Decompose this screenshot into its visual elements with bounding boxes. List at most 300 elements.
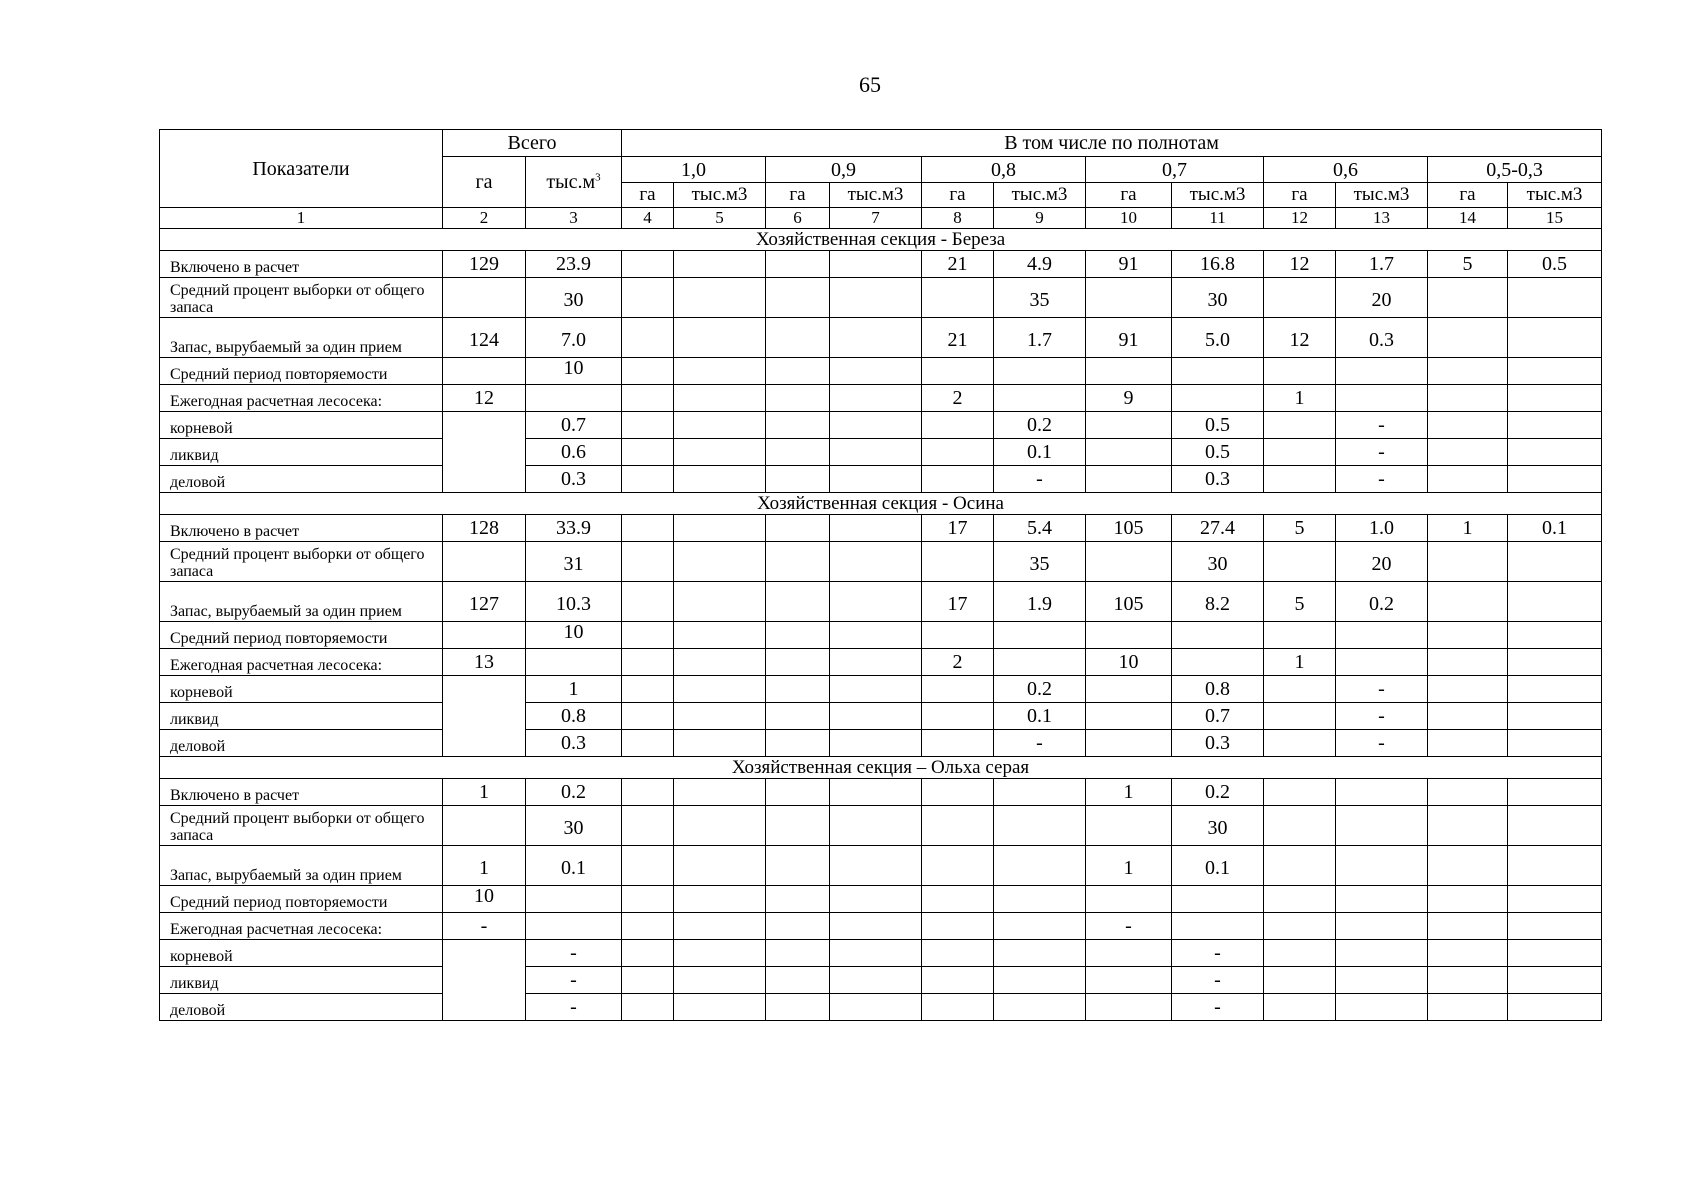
row-label: Включено в расчет (160, 251, 443, 278)
table-cell (674, 466, 766, 493)
table-row (160, 542, 1602, 582)
table-cell (674, 913, 766, 940)
table-cell (1264, 703, 1336, 730)
table-cell (1172, 385, 1264, 412)
table-cell: 91 (1086, 251, 1172, 278)
table-cell (622, 439, 674, 466)
header-indicators: Показатели (160, 130, 443, 208)
table-cell (1086, 358, 1172, 385)
table-cell (1086, 940, 1172, 967)
section-title: Хозяйственная секция – Ольха серая (160, 757, 1602, 779)
header-ha: га (1428, 183, 1508, 208)
table-cell: 1.7 (994, 318, 1086, 358)
table-cell (922, 278, 994, 318)
table-cell: 0.3 (526, 730, 622, 757)
table-cell (766, 439, 830, 466)
table-cell (1264, 542, 1336, 582)
table-cell (830, 385, 922, 412)
table-cell (1508, 278, 1602, 318)
table-row (160, 676, 1602, 703)
table-cell (1264, 412, 1336, 439)
table-row (160, 806, 1602, 846)
table-cell (1428, 703, 1508, 730)
table-cell (1508, 542, 1602, 582)
table-cell (1086, 412, 1172, 439)
table-cell: 0.5 (1508, 251, 1602, 278)
table-cell (766, 649, 830, 676)
table-cell (622, 515, 674, 542)
header-density-2: 0,9 (766, 157, 922, 183)
table-cell (922, 412, 994, 439)
table-cell: 31 (526, 542, 622, 582)
header-ha: га (1264, 183, 1336, 208)
table-cell (1428, 439, 1508, 466)
table-cell: 5 (1264, 515, 1336, 542)
table-cell (1086, 622, 1172, 649)
table-cell (830, 913, 922, 940)
table-cell (1336, 806, 1428, 846)
row-label: ликвид (160, 967, 443, 994)
table-cell (622, 278, 674, 318)
column-number: 4 (622, 208, 674, 229)
table-row (160, 358, 1602, 385)
table-cell: 0.1 (1508, 515, 1602, 542)
table-row (160, 318, 1602, 358)
header-thous-m3: тыс.м3 (1336, 183, 1428, 208)
table-cell: 124 (443, 318, 526, 358)
table-cell: 35 (994, 278, 1086, 318)
table-cell (922, 542, 994, 582)
table-cell (994, 649, 1086, 676)
table-cell (622, 730, 674, 757)
table-cell: 1 (526, 676, 622, 703)
row-label: деловой (160, 466, 443, 493)
column-number: 2 (443, 208, 526, 229)
table-cell (622, 412, 674, 439)
table-cell (1264, 676, 1336, 703)
table-cell: 0.1 (526, 846, 622, 886)
table-cell (1508, 886, 1602, 913)
table-cell (1428, 622, 1508, 649)
row-label: корневой (160, 940, 443, 967)
table-cell (1508, 358, 1602, 385)
table-cell (766, 994, 830, 1021)
table-cell (1508, 703, 1602, 730)
row-label: Средний период повторяемости (160, 622, 443, 649)
table-cell: 0.8 (526, 703, 622, 730)
row-label: Средний процент выборки от общего запаса (160, 806, 443, 846)
table-cell (674, 515, 766, 542)
table-cell (674, 412, 766, 439)
header-density-4: 0,7 (1086, 157, 1264, 183)
table-cell (1336, 846, 1428, 886)
table-cell (922, 676, 994, 703)
table-cell (1428, 730, 1508, 757)
table-cell (766, 412, 830, 439)
table-row (160, 649, 1602, 676)
table-cell: - (994, 730, 1086, 757)
table-cell (766, 779, 830, 806)
table-cell (766, 582, 830, 622)
table-cell (443, 278, 526, 318)
table-cell (1428, 412, 1508, 439)
table-cell (1086, 676, 1172, 703)
table-cell (526, 886, 622, 913)
table-cell: 0.2 (994, 412, 1086, 439)
table-cell: 17 (922, 582, 994, 622)
table-cell (1508, 622, 1602, 649)
table-cell (766, 466, 830, 493)
table-cell (766, 278, 830, 318)
table-cell: 20 (1336, 542, 1428, 582)
table-cell (622, 649, 674, 676)
table-cell: 30 (1172, 806, 1264, 846)
table-cell (1508, 730, 1602, 757)
table-cell (443, 542, 526, 582)
table-cell (766, 542, 830, 582)
table-cell: 0.1 (1172, 846, 1264, 886)
table-row (160, 515, 1602, 542)
table-cell (1428, 779, 1508, 806)
table-cell (1428, 542, 1508, 582)
table-cell (1428, 676, 1508, 703)
table-cell: 91 (1086, 318, 1172, 358)
table-cell (674, 358, 766, 385)
table-cell (622, 846, 674, 886)
table-cell (1428, 358, 1508, 385)
table-cell (1508, 318, 1602, 358)
column-number: 13 (1336, 208, 1428, 229)
table-row (160, 779, 1602, 806)
table-cell: 0.3 (526, 466, 622, 493)
table-cell (674, 278, 766, 318)
table-cell (1336, 779, 1428, 806)
header-ha: га (1086, 183, 1172, 208)
table-cell (1264, 806, 1336, 846)
table-cell (922, 730, 994, 757)
table-cell (674, 385, 766, 412)
row-label: Запас, вырубаемый за один прием (160, 582, 443, 622)
table-cell (830, 703, 922, 730)
row-label: ликвид (160, 439, 443, 466)
table-cell (1172, 622, 1264, 649)
table-cell (622, 582, 674, 622)
table-cell (766, 318, 830, 358)
table-cell: 5.4 (994, 515, 1086, 542)
table-cell (766, 846, 830, 886)
table-cell: 10 (1086, 649, 1172, 676)
header-thous-m3: тыс.м3 (994, 183, 1086, 208)
table-cell (1264, 779, 1336, 806)
table-cell: 1 (1086, 779, 1172, 806)
row-label: деловой (160, 994, 443, 1021)
table-cell: - (1336, 412, 1428, 439)
table-cell (766, 913, 830, 940)
table-cell (922, 994, 994, 1021)
table-cell (994, 385, 1086, 412)
table-cell (830, 994, 922, 1021)
table-cell: 1 (1264, 385, 1336, 412)
table-cell (674, 967, 766, 994)
column-number: 9 (994, 208, 1086, 229)
column-number: 10 (1086, 208, 1172, 229)
column-number: 11 (1172, 208, 1264, 229)
table-cell (1336, 940, 1428, 967)
table-cell (1264, 846, 1336, 886)
table-cell: 30 (526, 806, 622, 846)
table-cell (994, 622, 1086, 649)
column-number: 8 (922, 208, 994, 229)
table-cell (994, 806, 1086, 846)
table-cell: 10.3 (526, 582, 622, 622)
table-cell: - (1172, 967, 1264, 994)
table-cell (830, 466, 922, 493)
table-cell: 0.2 (1172, 779, 1264, 806)
table-cell (1508, 466, 1602, 493)
table-cell (622, 358, 674, 385)
table-cell (994, 846, 1086, 886)
table-cell (622, 466, 674, 493)
table-cell (922, 846, 994, 886)
column-number: 3 (526, 208, 622, 229)
section-title: Хозяйственная секция - Береза (160, 229, 1602, 251)
table-cell: 2 (922, 385, 994, 412)
column-number: 5 (674, 208, 766, 229)
table-row (160, 886, 1602, 913)
table-cell (674, 994, 766, 1021)
table-cell (526, 385, 622, 412)
table-cell: 0.3 (1172, 730, 1264, 757)
table-cell (1264, 967, 1336, 994)
row-label: Запас, вырубаемый за один прием (160, 846, 443, 886)
table-cell: 5.0 (1172, 318, 1264, 358)
header-thous-m3: тыс.м3 (1172, 183, 1264, 208)
table-cell (526, 649, 622, 676)
table-cell (622, 806, 674, 846)
table-row (160, 994, 1602, 1021)
table-row (160, 622, 1602, 649)
table-cell: 0.5 (1172, 412, 1264, 439)
table-cell (766, 703, 830, 730)
table-cell: 30 (1172, 542, 1264, 582)
table-cell (830, 251, 922, 278)
table-cell: 1.7 (1336, 251, 1428, 278)
table-cell (674, 318, 766, 358)
table-cell (622, 779, 674, 806)
table-cell (994, 358, 1086, 385)
table-cell (830, 622, 922, 649)
table-row (160, 278, 1602, 318)
table-cell (674, 779, 766, 806)
table-cell (1086, 703, 1172, 730)
table-cell (526, 913, 622, 940)
table-cell (830, 582, 922, 622)
table-cell (830, 676, 922, 703)
table-cell: 1.0 (1336, 515, 1428, 542)
table-row (160, 466, 1602, 493)
table-cell: 27.4 (1172, 515, 1264, 542)
merged-blank-cell (443, 412, 526, 493)
table-cell: 105 (1086, 515, 1172, 542)
table-cell (1428, 913, 1508, 940)
table-cell (674, 703, 766, 730)
table-cell (830, 967, 922, 994)
table-cell: 33.9 (526, 515, 622, 542)
header-total-volume: $тыс.м^3$ (526, 157, 622, 208)
table-cell (1508, 649, 1602, 676)
table-cell (1508, 676, 1602, 703)
table-cell (1086, 466, 1172, 493)
table-row (160, 385, 1602, 412)
table-cell: 23.9 (526, 251, 622, 278)
table-cell: - (1336, 466, 1428, 493)
row-label: Включено в расчет (160, 515, 443, 542)
table-cell (830, 318, 922, 358)
table-cell: 16.8 (1172, 251, 1264, 278)
table-cell: 0.8 (1172, 676, 1264, 703)
column-number: 14 (1428, 208, 1508, 229)
table-cell (830, 412, 922, 439)
column-number: 6 (766, 208, 830, 229)
table-cell: 0.1 (994, 703, 1086, 730)
table-cell: 0.6 (526, 439, 622, 466)
table-cell (674, 649, 766, 676)
table-cell (994, 967, 1086, 994)
table-cell: 5 (1264, 582, 1336, 622)
table-cell: 10 (526, 358, 622, 385)
table-cell (622, 886, 674, 913)
table-cell: 10 (443, 886, 526, 913)
table-cell (1428, 582, 1508, 622)
table-cell (1508, 582, 1602, 622)
table-cell: 127 (443, 582, 526, 622)
table-cell (622, 940, 674, 967)
table-cell (830, 358, 922, 385)
table-cell (830, 278, 922, 318)
table-row (160, 940, 1602, 967)
table-cell (443, 358, 526, 385)
table-cell (766, 385, 830, 412)
table-cell (766, 358, 830, 385)
table-cell: 13 (443, 649, 526, 676)
table-cell: - (1336, 439, 1428, 466)
section-title: Хозяйственная секция - Осина (160, 493, 1602, 515)
table-cell (674, 622, 766, 649)
table-cell (830, 806, 922, 846)
table-cell: 0.7 (526, 412, 622, 439)
table-cell (1264, 730, 1336, 757)
table-cell: - (443, 913, 526, 940)
table-row (160, 913, 1602, 940)
table-cell: - (526, 967, 622, 994)
header-total-ha: га (443, 157, 526, 208)
table-cell (1508, 994, 1602, 1021)
table-cell (622, 913, 674, 940)
table-cell (1428, 466, 1508, 493)
table-cell: 10 (526, 622, 622, 649)
row-label: Запас, вырубаемый за один прием (160, 318, 443, 358)
table-cell (1336, 913, 1428, 940)
table-cell (1428, 318, 1508, 358)
row-label: Включено в расчет (160, 779, 443, 806)
table-cell (830, 542, 922, 582)
table-cell: 30 (526, 278, 622, 318)
table-cell (1172, 913, 1264, 940)
table-cell (830, 779, 922, 806)
table-cell (922, 439, 994, 466)
header-ha: га (922, 183, 994, 208)
table-cell (1172, 886, 1264, 913)
table-cell (1428, 649, 1508, 676)
table-cell: 0.1 (994, 439, 1086, 466)
row-label: Ежегодная расчетная лесосека: (160, 913, 443, 940)
table-row (160, 412, 1602, 439)
table-cell (1428, 994, 1508, 1021)
table-cell (1508, 846, 1602, 886)
table-cell (994, 940, 1086, 967)
table-cell (1508, 412, 1602, 439)
table-cell (1508, 913, 1602, 940)
table-cell (830, 940, 922, 967)
row-label: деловой (160, 730, 443, 757)
row-label: корневой (160, 676, 443, 703)
row-label: Ежегодная расчетная лесосека: (160, 385, 443, 412)
table-cell: 2 (922, 649, 994, 676)
table-row (160, 251, 1602, 278)
table-cell (674, 940, 766, 967)
table-cell (1336, 385, 1428, 412)
table-cell (1086, 806, 1172, 846)
table-cell: 9 (1086, 385, 1172, 412)
table-cell (674, 582, 766, 622)
column-number: 7 (830, 208, 922, 229)
table-cell (1428, 940, 1508, 967)
page-number: 65 (859, 72, 881, 97)
table-cell: 7.0 (526, 318, 622, 358)
header-ha: га (766, 183, 830, 208)
table-cell (1264, 358, 1336, 385)
table-cell (766, 676, 830, 703)
table-cell: 20 (1336, 278, 1428, 318)
table-cell (1264, 940, 1336, 967)
table-cell (1428, 967, 1508, 994)
table-cell (922, 703, 994, 730)
table-cell: 0.3 (1172, 466, 1264, 493)
table-cell (922, 967, 994, 994)
table-cell (922, 806, 994, 846)
table-cell (1086, 542, 1172, 582)
table-row (160, 730, 1602, 757)
table-cell: 4.9 (994, 251, 1086, 278)
table-cell (1428, 846, 1508, 886)
table-cell: - (1172, 940, 1264, 967)
table-cell (1508, 439, 1602, 466)
table-cell: - (994, 466, 1086, 493)
table-cell: 21 (922, 251, 994, 278)
table-cell (622, 994, 674, 1021)
header-density-5: 0,6 (1264, 157, 1428, 183)
table-cell: - (526, 940, 622, 967)
table-cell (994, 779, 1086, 806)
table-cell (1336, 622, 1428, 649)
merged-blank-cell (443, 676, 526, 757)
table-cell: 128 (443, 515, 526, 542)
table-cell (830, 649, 922, 676)
header-total: Всего (443, 130, 622, 157)
table-cell: 0.2 (526, 779, 622, 806)
table-cell (766, 730, 830, 757)
row-label: Ежегодная расчетная лесосека: (160, 649, 443, 676)
